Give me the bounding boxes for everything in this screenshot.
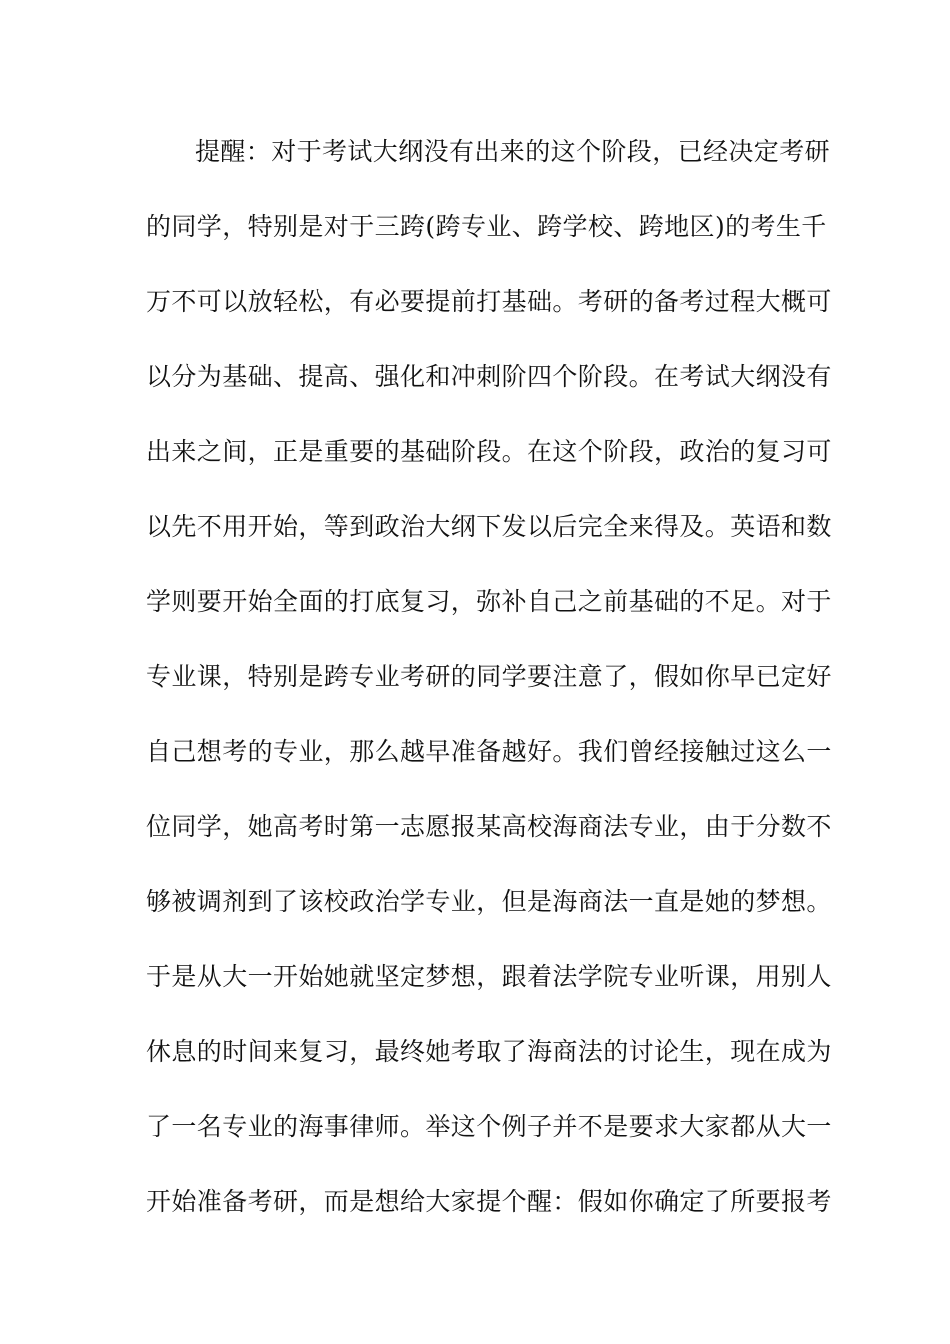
paragraph-line-11: 够被调剂到了该校政治学专业，但是海商法一直是她的梦想。 [146, 887, 832, 916]
paragraph-line-15: 开始准备考研，而是想给大家提个醒：假如你确定了所要报考 [146, 1187, 832, 1216]
paragraph-line-2: 的同学，特别是对于三跨(跨专业、跨学校、跨地区)的考生千 [146, 212, 827, 241]
paragraph-line-5: 出来之间，正是重要的基础阶段。在这个阶段，政治的复习可 [146, 437, 832, 466]
paragraph-line-4: 以分为基础、提高、强化和冲刺阶四个阶段。在考试大纲没有 [146, 362, 832, 391]
paragraph-line-12: 于是从大一开始她就坚定梦想，跟着法学院专业听课，用别人 [146, 962, 832, 991]
paragraph-line-10: 位同学，她高考时第一志愿报某高校海商法专业，由于分数不 [146, 812, 832, 841]
paragraph-line-6: 以先不用开始，等到政治大纲下发以后完全来得及。英语和数 [146, 512, 832, 541]
body-paragraph [146, 127, 832, 1252]
paragraph-line-7: 学则要开始全面的打底复习，弥补自己之前基础的不足。对于 [146, 587, 832, 616]
paragraph-line-14: 了一名专业的海事律师。举这个例子并不是要求大家都从大一 [146, 1112, 832, 1141]
paragraph-line-13: 休息的时间来复习，最终她考取了海商法的讨论生，现在成为 [146, 1037, 832, 1066]
paragraph-line-8: 专业课，特别是跨专业考研的同学要注意了，假如你早已定好 [146, 662, 832, 691]
paragraph-line-9: 自己想考的专业，那么越早准备越好。我们曾经接触过这么一 [146, 737, 832, 766]
paragraph-line-1: 提醒：对于考试大纲没有出来的这个阶段，已经决定考研 [195, 137, 831, 166]
paragraph-line-3: 万不可以放轻松，有必要提前打基础。考研的备考过程大概可 [146, 287, 832, 316]
